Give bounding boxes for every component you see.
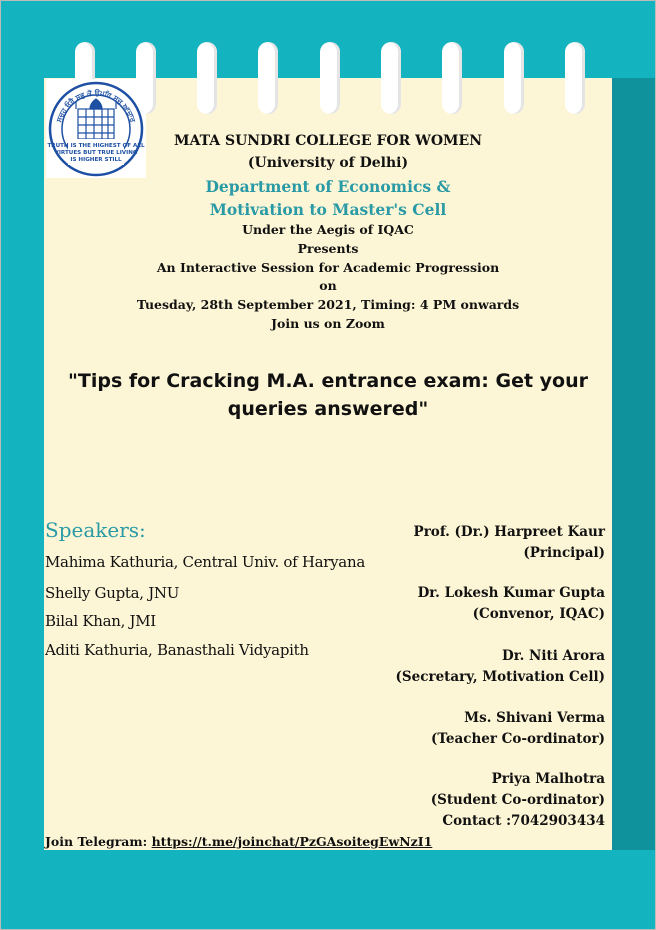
- organizer-role: (Student Co-ordinator): [430, 792, 605, 808]
- binder-ring: [565, 42, 585, 114]
- organizer-name: Priya Malhotra: [491, 771, 605, 787]
- organizer-role: (Secretary, Motivation Cell): [395, 669, 605, 685]
- binder-ring: [197, 42, 217, 114]
- svg-text:VIRTUES BUT TRUE LIVING: VIRTUES BUT TRUE LIVING: [54, 150, 138, 156]
- date-time-line: Tuesday, 28th September 2021, Timing: 4 PM onwards: [136, 297, 520, 312]
- binder-ring: [442, 42, 462, 114]
- organizer-name: Ms. Shivani Verma: [464, 710, 605, 726]
- telegram-line: [45, 834, 432, 849]
- speaker-item: Mahima Kathuria, Central Univ. of Haryana: [45, 553, 365, 571]
- organizer-name: Prof. (Dr.) Harpreet Kaur: [413, 524, 605, 540]
- speaker-item: Bilal Khan, JMI: [45, 612, 156, 630]
- binder-ring: [258, 42, 278, 114]
- telegram-label: Join Telegram:: [45, 834, 152, 849]
- department-line-2: Motivation to Master's Cell: [209, 200, 447, 219]
- on-line: on: [319, 278, 337, 293]
- svg-text:ਸਚਹੁ ਓਰੈ ਸਭੁ ਕੋ ਉਪਰਿ ਸਚੁ ਆਚਾਰੁ: ਸਚਹੁ ਓਰੈ ਸਭੁ ਕੋ ਉਪਰਿ ਸਚੁ ਆਚਾਰੁ: [55, 88, 137, 124]
- college-name: MATA SUNDRI COLLEGE FOR WOMEN: [173, 133, 483, 149]
- svg-text:IS HIGHER STILL: IS HIGHER STILL: [70, 157, 122, 163]
- speaker-item: Shelly Gupta, JNU: [45, 584, 180, 602]
- telegram-link[interactable]: https://t.me/joinchat/PzGAsoitegEwNzI1: [151, 834, 433, 849]
- svg-text:TRUTH IS THE HIGHEST OF ALL: TRUTH IS THE HIGHEST OF ALL: [47, 143, 145, 149]
- paper-shadow: [612, 78, 656, 850]
- presents-line: Presents: [297, 241, 359, 256]
- aegis-line: Under the Aegis of IQAC: [242, 222, 414, 237]
- organizer-role: (Convenor, IQAC): [472, 606, 605, 622]
- binder-ring: [504, 42, 524, 114]
- speakers-heading: Speakers:: [45, 518, 146, 542]
- organizer-role: (Principal): [523, 545, 605, 561]
- platform-line: Join us on Zoom: [271, 316, 385, 331]
- event-title-line-1: "Tips for Cracking M.A. entrance exam: Get your: [68, 370, 588, 392]
- organizer-name: Dr. Niti Arora: [502, 648, 605, 664]
- binder-ring: [320, 42, 340, 114]
- binder-ring: [381, 42, 401, 114]
- speaker-item: Aditi Kathuria, Banasthali Vidyapith: [45, 641, 309, 659]
- organizer-role: (Teacher Co-ordinator): [431, 731, 605, 747]
- organizer-name: Dr. Lokesh Kumar Gupta: [417, 585, 605, 601]
- contact-number: Contact :7042903434: [442, 813, 605, 829]
- department-line-1: Department of Economics &: [205, 177, 451, 196]
- event-title-line-2: queries answered": [227, 398, 429, 420]
- university-name: (University of Delhi): [247, 155, 409, 171]
- session-line: An Interactive Session for Academic Progression: [156, 260, 500, 275]
